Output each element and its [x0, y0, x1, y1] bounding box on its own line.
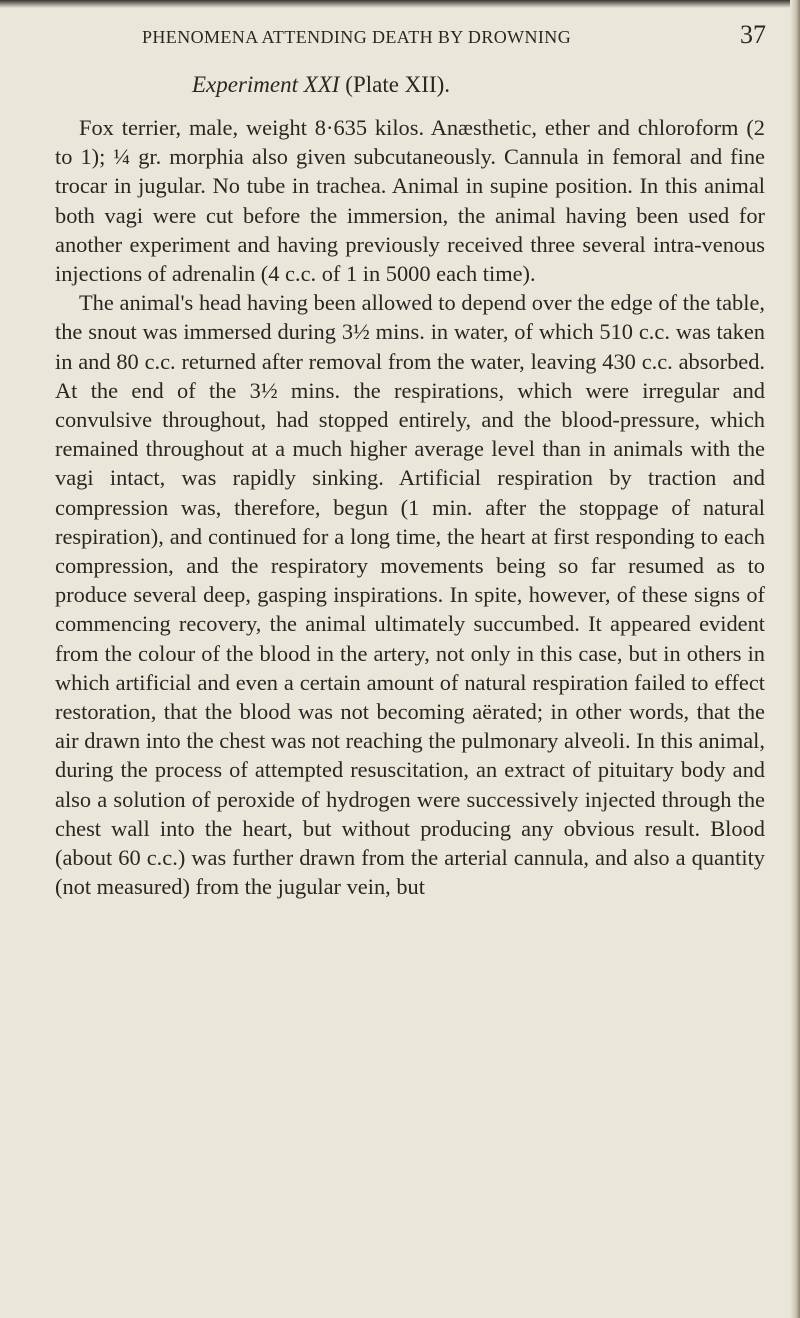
right-page-edge — [790, 0, 800, 1318]
running-head — [142, 6, 766, 48]
running-title: PHENOMENA ATTENDING DEATH BY DROWNING — [142, 27, 572, 47]
paragraph-2: The animal's head having been allowed to depend over the edge of the table, the snout was immersed during 3½ mins. in water, of which 510 c.c. was taken in and 80 c.c. returned after removal from the water, leaving 430 c.c. absorbed. At the end of the 3½ mins. the respirations, which were irregular and convulsive throughout, had stopped entirely, and the blood-pressure, which remained throughout at a much higher average level than in animals with the vagi intact, was rapidly sinking. Artificial respiration by traction and compression was, therefore, begun (1 min. after the stoppage of natural respiration), and continued for a long time, the heart at first responding to each compression, and the respiratory movements being so far resumed as to produce several deep, gasping inspirations. In spite, however, of these signs of commencing recovery, the animal ultimately succumbed. It appeared evident from the colour of the blood in the artery, not only in this case, but in others in which artificial and even a certain amount of natural respiration failed to effect restoration, that the blood was not becoming aërated; in other words, that the air drawn into the chest was not reaching the pulmonary alveoli. In this animal, during the process of attempted resuscitation, an extract of pituitary body and also a solution of peroxide of hydrogen were successively injected through the chest wall into the heart, but without producing any obvious result. Blood (about 60 c.c.) was further drawn from the arterial cannula, and also a quantity (not measured) from the jugular vein, but — [55, 290, 765, 900]
plate-reference: (Plate XII). — [345, 72, 451, 97]
experiment-title: Experiment XXI — [192, 72, 340, 97]
experiment-heading — [192, 72, 450, 98]
body-text — [55, 113, 765, 901]
paragraph-1: Fox terrier, male, weight 8·635 kilos. Anæsthetic, ether and chloroform (2 to 1); ¼ gr. morphia also given subcutaneously. Cannula in femoral and fine trocar in jugular. No tube in trachea. Animal in supine position. In this animal both vagi were cut before the immersion, the animal having been used for another experiment and having previously received three several intra-venous injections of adrenalin (4 c.c. of 1 in 5000 each time). — [55, 115, 765, 287]
page-number: 37 — [740, 20, 766, 49]
